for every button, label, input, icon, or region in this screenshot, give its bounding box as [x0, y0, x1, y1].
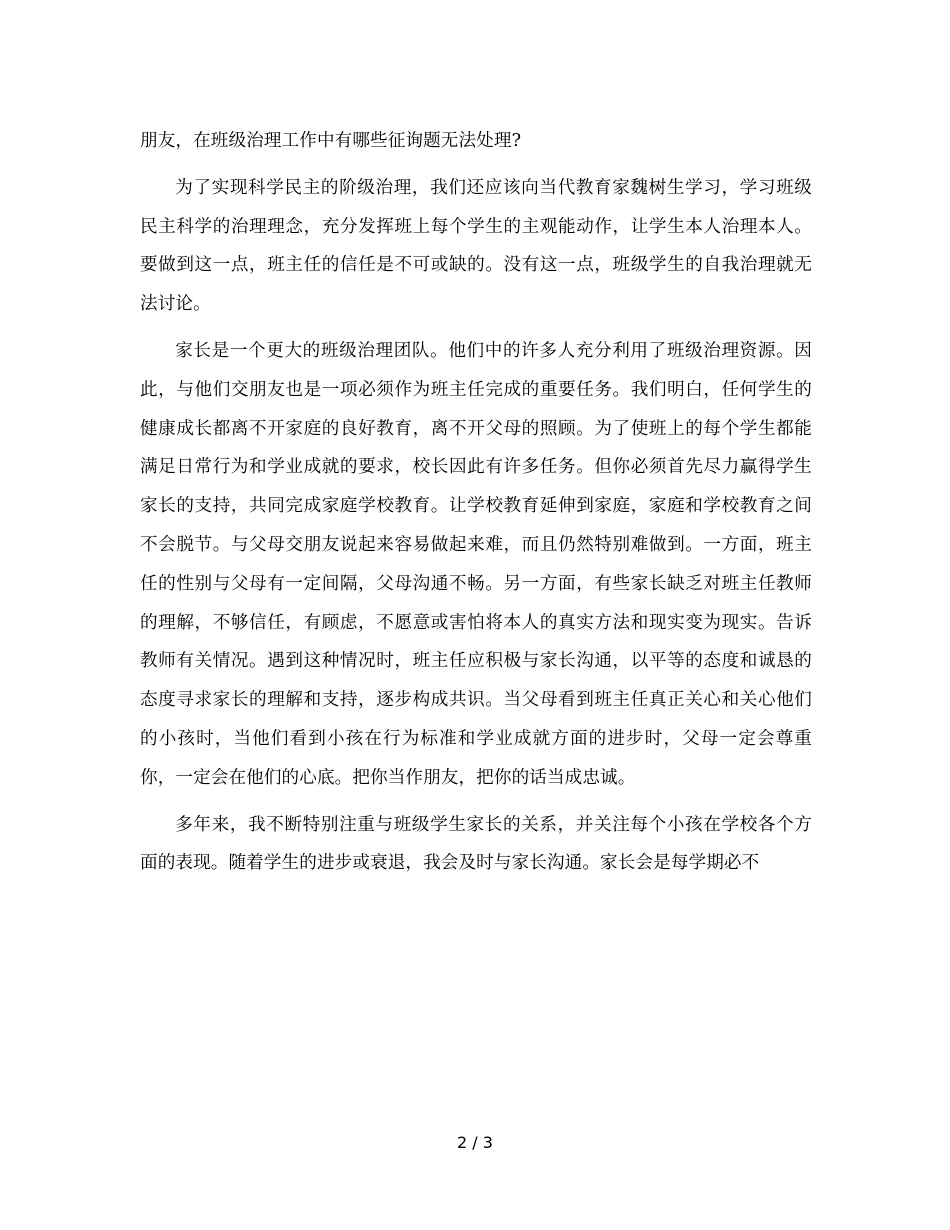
paragraph-continuation: 朋友，在班级治理工作中有哪些征询题无法处理?	[140, 131, 522, 151]
paragraph-parents-team: 家长是一个更大的班级治理团队。他们中的许多人充分利用了班级治理资源。因此，与他们交朋友也是一项必须作为班主任完成的重要任务。我们明白，任何学生的健康成长都离不开家庭的良好教育，离不开父母的照顾。为了使班上的每个学生都能满足日常行为和学业成就的要求，校长因此有许多任务。但你必须首先尽力赢得学生家长的支持，共同完成家庭学校教育。让学校教育延伸到家庭，家庭和学校教育之间不会脱节。与父母交朋友说起来容易做起来难，而且仍然特别难做到。一方面，班主任的性别与父母有一定间隔，父母沟通不畅。另一方面，有些家长缺乏对班主任教师的理解，不够信任，有顾虑，不愿意或害怕将本人的真实方法和现实变为现实。告诉教师有关情况。遇到这种情况时，班主任应积极与家长沟通，以平等的态度和诚恳的态度寻求家长的理解和支持，逐步构成共识。当父母看到班主任真正关心和关心他们的小孩时，当他们看到小孩在行为标准和学业成就方面的进步时，父母一定会尊重你，一定会在他们的心底。把你当作朋友，把你的话当成忠诚。	[140, 340, 812, 788]
paragraph-democratic-management: 为了实现科学民主的阶级治理，我们还应该向当代教育家魏树生学习，学习班级民主科学的治理理念，充分发挥班上每个学生的主观能动作，让学生本人治理本人。要做到这一点，班主任的信任是不可或缺的。没有这一点，班级学生的自我治理就无法讨论。	[140, 177, 812, 315]
paragraph-parent-communication: 多年来，我不断特别注重与班级学生家长的关系，并关注每个小孩在学校各个方面的表现。随着学生的进步或衰退，我会及时与家长沟通。家长会是每学期必不	[140, 814, 812, 874]
page-number: 2 / 3	[457, 1133, 493, 1152]
document-body	[140, 122, 812, 891]
